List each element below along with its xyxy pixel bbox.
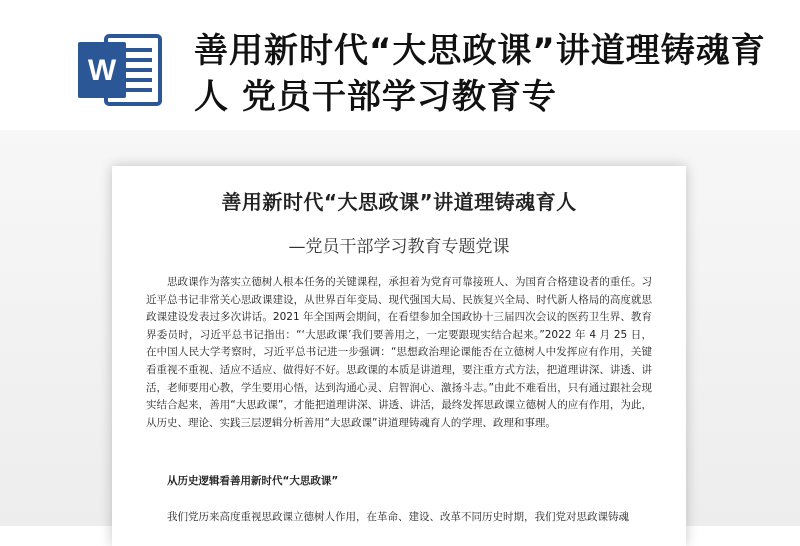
body-paragraph-2: 我们党历来高度重视思政课立德树人作用，在革命、建设、改革不同历史时期，我们党对思政课铸魂	[167, 511, 629, 523]
header-banner	[0, 0, 800, 130]
document-page	[112, 166, 686, 546]
word-document-icon	[76, 32, 164, 108]
section-heading: 从历史逻辑看善用新时代“大思政课”	[167, 475, 339, 487]
word-icon-letter: W	[87, 54, 117, 87]
document-subtitle: —党员干部学习教育专题党课	[288, 237, 510, 257]
document-title: 善用新时代“大思政课”讲道理铸魂育人	[221, 190, 577, 214]
header-title: 善用新时代“大思政课”讲道理铸魂育人 党员干部学习教育专	[194, 31, 766, 117]
body-paragraph: 思政课作为落实立德树人根本任务的关键课程，承担着为党育可靠接班人、为国育合格建设者的重任。习近平总书记非常关心思政课建设，从世界百年变局、现代强国大局、民族复兴全局、时代新人格局的高度就思政课建设发表过多次讲话。2021 年全国两会期间，在看望参加全国政协十三届四次会议的医药卫生界、教育界委员时，习近平总书记指出：“‘大思政课’我们要善用之，一定要跟现实结合起来。”2022 年 4 月 25 日，在中国人民大学考察时，习近平总书记进一步强调：“思想政治理论课能否在立德树人中发挥应有作用，关键看重视不重视、适应不适应、做得好不好。思政课的本质是讲道理，要注重方式方法，把道理讲深、讲透、讲活，老师要用心教，学生要用心悟，达到沟通心灵、启智润心、激扬斗志。”由此不难看出，只有通过跟社会现实结合起来，善用“大思政课”，才能把道理讲深、讲透、讲活，最终发挥思政课立德树人的应有作用，为此，从历史、理论、实践三层逻辑分析善用“大思政课”讲道理铸魂育人的学理、政理和事理。	[146, 276, 652, 429]
